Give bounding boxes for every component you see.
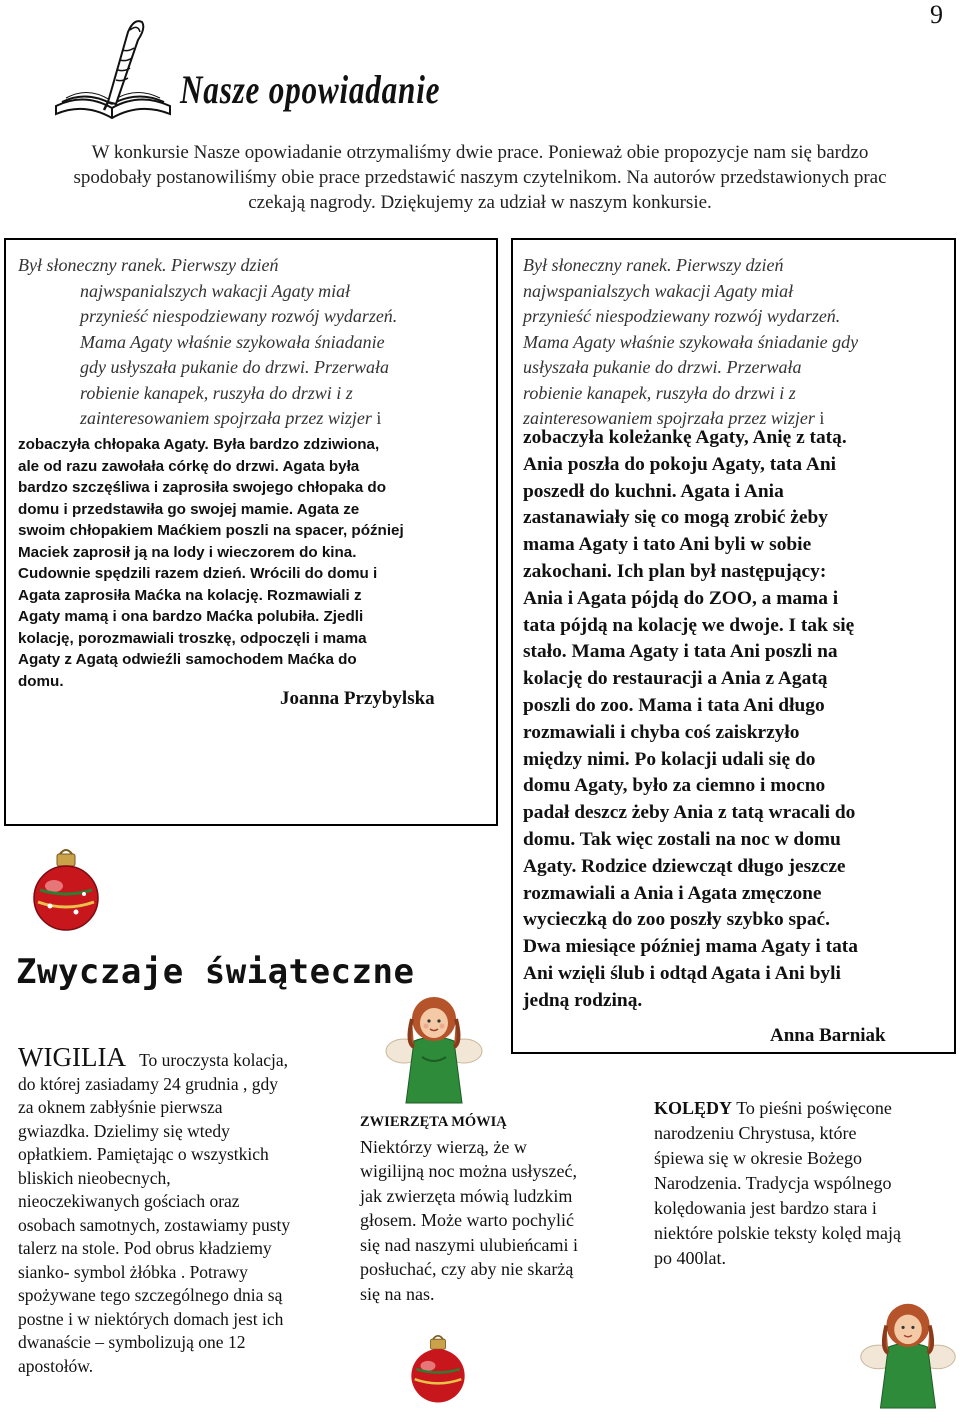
- intro-paragraph: [0, 140, 960, 215]
- paragraph-line: się nad naszymi ulubieńcami i: [360, 1234, 578, 1255]
- paragraph-line: posłuchać, czy aby nie skarżą: [360, 1259, 574, 1279]
- story-line: ale od razu zawołała córkę do drzwi. Agata była: [18, 457, 360, 475]
- story-line: wycieczką do zoo poszły szybko spać.: [523, 909, 831, 931]
- page-number: 9: [930, 0, 943, 29]
- story-line: Ania i Agata pójdą do ZOO, a mama i: [523, 587, 839, 609]
- paragraph-line: To uroczysta kolacja,: [139, 1050, 288, 1070]
- paragraph-line: gwiazdka. Dzielimy się wtedy: [18, 1120, 230, 1141]
- story-line: między nimi. Po kolacji udali się do: [523, 748, 816, 770]
- story-line: Cudownie spędzili razem dzień. Wrócili do domu i: [18, 565, 378, 582]
- story-line-tail: i: [371, 408, 382, 428]
- paragraph-line: niektóre polskie teksty kolęd mają: [654, 1223, 901, 1243]
- story-line: rozmawiali i chyba coś zaiskrzyło: [523, 721, 800, 743]
- story-line: gdy usłyszała pukanie do drzwi. Przerwała: [80, 357, 389, 377]
- wigilia-heading: WIGILIA: [18, 1042, 126, 1072]
- section-title: Zwyczaje świąteczne: [16, 952, 415, 992]
- koledy-paragraph: [654, 1096, 954, 1271]
- paragraph-line: po 400lat.: [654, 1248, 726, 1268]
- story-line: zainteresowaniem spojrzała przez wizjer: [80, 408, 372, 428]
- koledy-heading: KOLĘDY: [654, 1098, 733, 1118]
- story-line-tail: i: [814, 408, 825, 428]
- paragraph-line: opłatkiem. Pamiętając o wszystkich: [18, 1144, 269, 1164]
- book-quill-icon: [48, 10, 178, 128]
- story-line: Był słoneczny ranek. Pierwszy dzień: [18, 255, 279, 275]
- paragraph-line: postne i w niektórych domach jest ich: [18, 1308, 284, 1329]
- story-line: przynieść niespodziewany rozwój wydarzeń.: [523, 306, 841, 326]
- paragraph-line: sianko- symbol żłóbka . Potrawy: [18, 1261, 248, 1282]
- christmas-ornament-icon: [30, 848, 102, 934]
- story-line: Agaty. Rodzice dziewcząt długo jeszcze: [523, 855, 846, 877]
- paragraph-line: kolędowania jest bardzo stara i: [654, 1198, 877, 1218]
- story-line: zainteresowaniem spojrzała przez wizjer: [523, 408, 815, 428]
- story-line: jedną rodziną.: [523, 989, 643, 1011]
- story-line: poszedł do kuchni. Agata i Ania: [523, 480, 784, 502]
- story-line: Agata zaprosiła Maćka na kolację. Rozmawiali z: [18, 586, 362, 604]
- intro-line: W konkursie Nasze opowiadanie otrzymaliśmy dwie prace. Ponieważ obie propozycje nam się bardzo: [91, 142, 869, 163]
- paragraph-line: osobach samotnych, zostawiamy pusty: [18, 1214, 291, 1235]
- story-line: Mama Agaty właśnie szykowała śniadanie gdy: [523, 331, 859, 352]
- story-one-intro: [18, 253, 488, 432]
- paragraph-line: za oknem zabłyśnie pierwsza: [18, 1097, 223, 1117]
- story-line: przynieść niespodziewany rozwój wydarzeń.: [80, 306, 398, 326]
- story-line: Był słoneczny ranek. Pierwszy dzień: [523, 255, 784, 275]
- story-line: kolację, porozmawiali troszkę, odpoczęli i mama: [18, 629, 367, 647]
- story-line: zakochani. Ich plan był następujący:: [523, 560, 827, 582]
- paragraph-line: do której zasiadamy 24 grudnia , gdy: [18, 1073, 279, 1094]
- story-line: najwspanialszych wakacji Agaty miał: [80, 280, 351, 301]
- wigilia-paragraph: [18, 1042, 328, 1378]
- story-line: padał deszcz żeby Ania z tatą wracali do: [523, 802, 856, 824]
- paragraph-line: wigilijną noc można usłyszeć,: [360, 1161, 577, 1181]
- story-line: mama Agaty i tato Ani byli w sobie: [523, 534, 812, 556]
- story-line: Agaty mamą i ona bardzo Maćka polubiła. Zjedli: [18, 608, 364, 625]
- story-line: zobaczyła chłopaka Agaty. Była bardzo zdziwiona,: [18, 436, 380, 453]
- paragraph-line: To pieśni poświęcone: [732, 1098, 892, 1118]
- paragraph-line: się na nas.: [360, 1283, 435, 1304]
- paragraph-line: bliskich nieobecnych,: [18, 1167, 171, 1188]
- story-line: najwspanialszych wakacji Agaty miał: [523, 280, 794, 301]
- paragraph-line: apostołów.: [18, 1355, 94, 1376]
- story-line: robienie kanapek, ruszyła do drzwi i z: [80, 382, 353, 403]
- story-line: zastanawiały się co mogą zrobić żeby: [523, 507, 828, 529]
- story-line: rozmawiali a Ania i Agata zmęczone: [523, 882, 822, 904]
- story-line: domu. Tak więc zostali na noc w domu: [523, 828, 841, 850]
- story-line: robienie kanapek, ruszyła do drzwi i z: [523, 382, 796, 403]
- story-line: kolację do restauracji a Ania z Agatą: [523, 668, 828, 690]
- paragraph-line: śpiewa się w okresie Bożego: [654, 1148, 862, 1168]
- story-line: swoim chłopakiem Maćkiem poszli na spacer, później: [18, 522, 404, 539]
- paragraph-line: narodzeniu Chrystusa, które: [654, 1123, 857, 1143]
- story-one-author: Joanna Przybylska: [280, 688, 435, 709]
- story-two-intro: [523, 253, 951, 432]
- intro-line: spodobały postanowiliśmy obie prace przedstawić naszym czytelnikom. Na autorów przedstawionych prac: [73, 167, 887, 188]
- story-line: Mama Agaty właśnie szykowała śniadanie: [80, 331, 385, 352]
- story-line: zobaczyła koleżankę Agaty, Anię z tatą.: [523, 427, 847, 448]
- paragraph-line: nieoczekiwanych gościach oraz: [18, 1191, 240, 1211]
- story-line: domu Agaty, było za ciemno i mocno: [523, 775, 826, 797]
- paragraph-line: Niektórzy wierzą, że w: [360, 1136, 527, 1157]
- paragraph-line: głosem. Może warto pochylić: [360, 1210, 574, 1230]
- angel-icon: [384, 985, 484, 1107]
- christmas-ornament-icon: [408, 1330, 468, 1410]
- story-one-body: [18, 434, 488, 692]
- story-line: Agaty z Agatą odwieźli samochodem Maćka do: [18, 651, 357, 668]
- angel-icon: [858, 1292, 958, 1412]
- story-line: Ani wzięli ślub i odtąd Agata i Ani byli: [523, 962, 841, 984]
- story-line: Ania poszła do pokoju Agaty, tata Ani: [523, 453, 837, 475]
- paragraph-line: Narodzenia. Tradycja wspólnego: [654, 1173, 892, 1193]
- story-line: stało. Mama Agaty i tata Ani poszli na: [523, 641, 838, 663]
- story-two-body: [523, 425, 948, 1015]
- paragraph-line: dwanaście – symbolizują one 12: [18, 1332, 246, 1352]
- zwierzeta-heading: ZWIERZĘTA MÓWIĄ: [360, 1114, 507, 1130]
- story-line: domu.: [18, 672, 64, 690]
- story-line: domu i przedstawiła go swojej mamie. Agata ze: [18, 500, 360, 518]
- story-line: Maciek zaprosił ją na lody i wieczorem do kina.: [18, 543, 357, 561]
- intro-line: czekają nagrody. Dziękujemy za udział w naszym konkursie.: [248, 192, 712, 213]
- story-line: poszli do zoo. Mama i tata Ani długo: [523, 694, 825, 716]
- paragraph-line: spożywane tego szczególnego dnia są: [18, 1285, 283, 1305]
- story-line: Dwa miesiące później mama Agaty i tata: [523, 936, 858, 958]
- story-two-author: Anna Barniak: [770, 1025, 886, 1046]
- page-title: Nasze opowiadanie: [180, 67, 441, 112]
- story-line: tata pójdą na kolację we dwoje. I tak się: [523, 614, 855, 636]
- story-line: usłyszała pukanie do drzwi. Przerwała: [523, 357, 802, 377]
- paragraph-line: jak zwierzęta mówią ludzkim: [360, 1185, 573, 1206]
- paragraph-line: talerz na stole. Pod obrus kładziemy: [18, 1238, 272, 1258]
- zwierzeta-paragraph: [360, 1110, 635, 1306]
- story-line: bardzo szczęśliwa i zaprosiła swojego chłopaka do: [18, 479, 386, 496]
